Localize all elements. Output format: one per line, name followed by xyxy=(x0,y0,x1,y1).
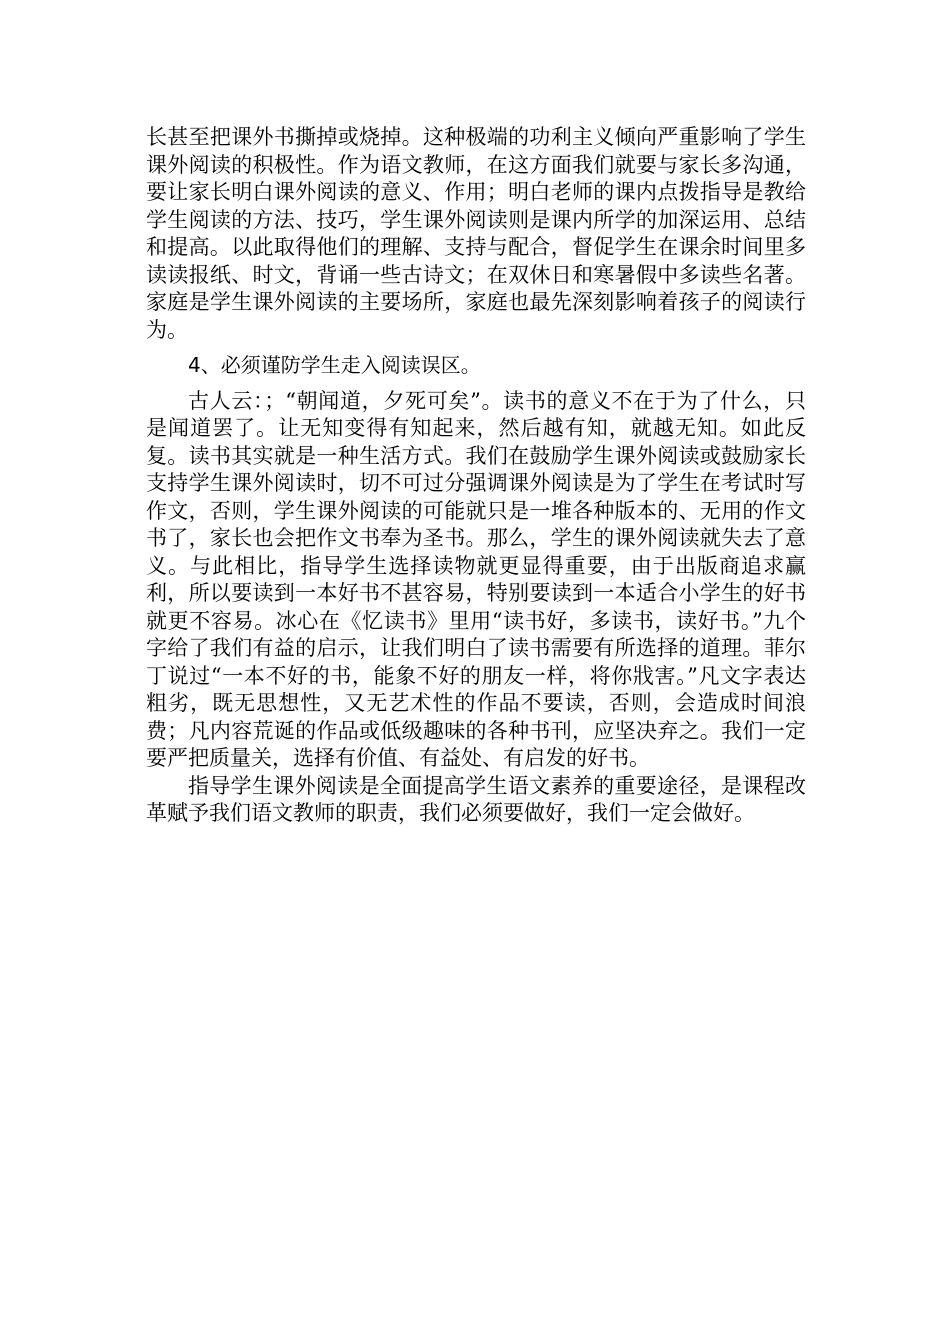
document-page xyxy=(146,124,806,828)
paragraph-conclusion: 指导学生课外阅读是全面提高学生语文素养的重要途径，是课程改革赋予我们语文教师的职责，我们必须要做好，我们一定会做好。 xyxy=(146,773,806,825)
paragraph-reading-pitfalls: 古人云：；“朝闻道，夕死可矣”。读书的意义不在于为了什么，只是闻道罢了。让无知变得有知起来，然后越有知，就越无知。如此反复。读书其实就是一种生活方式。我们在鼓励学生课外阅读或鼓励家长支持学生课外阅读时，切不可过分强调课外阅读是为了学生在考试时写作文，否则，学生课外阅读的可能就只是一堆各种版本的、无用的作文书了，家长也会把作文书奉为圣书。那么，学生的课外阅读就失去了意义。与此相比，指导学生选择读物就更显得重要，由于出版商追求赢利，所以要读到一本好书不甚容易，特别要读到一本适合小学生的好书就更不容易。冰心在《忆读书》里用“读书好，多读书，读好书。”九个字给了我们有益的启示，让我们明白了读书需要有所选择的道理。菲尔丁说过“一本不好的书，能象不好的朋友一样，将你戕害。”凡文字表达粗劣，既无思想性，又无艺术性的作品不要读，否则，会造成时间浪费；凡内容荒诞的作品或低级趣味的各种书刊，应坚决弃之。我们一定要严把质量关，选择有价值、有益处、有启发的好书。 xyxy=(146,388,806,770)
section-heading: 4、必须谨防学生走入阅读误区。 xyxy=(188,353,481,377)
paragraph-continuation: 长甚至把课外书撕掉或烧掉。这种极端的功利主义倾向严重影响了学生课外阅读的积极性。作为语文教师，在这方面我们就要与家长多沟通，要让家长明白课外阅读的意义、作用；明白老师的课内点拨指导是教给学生阅读的方法、技巧，学生课外阅读则是课内所学的加深运用、总结和提高。以此取得他们的理解、支持与配合，督促学生在课余时间里多读读报纸、时文，背诵一些古诗文；在双休日和寒暑假中多读些名著。家庭是学生课外阅读的主要场所，家庭也最先深刻影响着孩子的阅读行为。 xyxy=(146,125,806,342)
